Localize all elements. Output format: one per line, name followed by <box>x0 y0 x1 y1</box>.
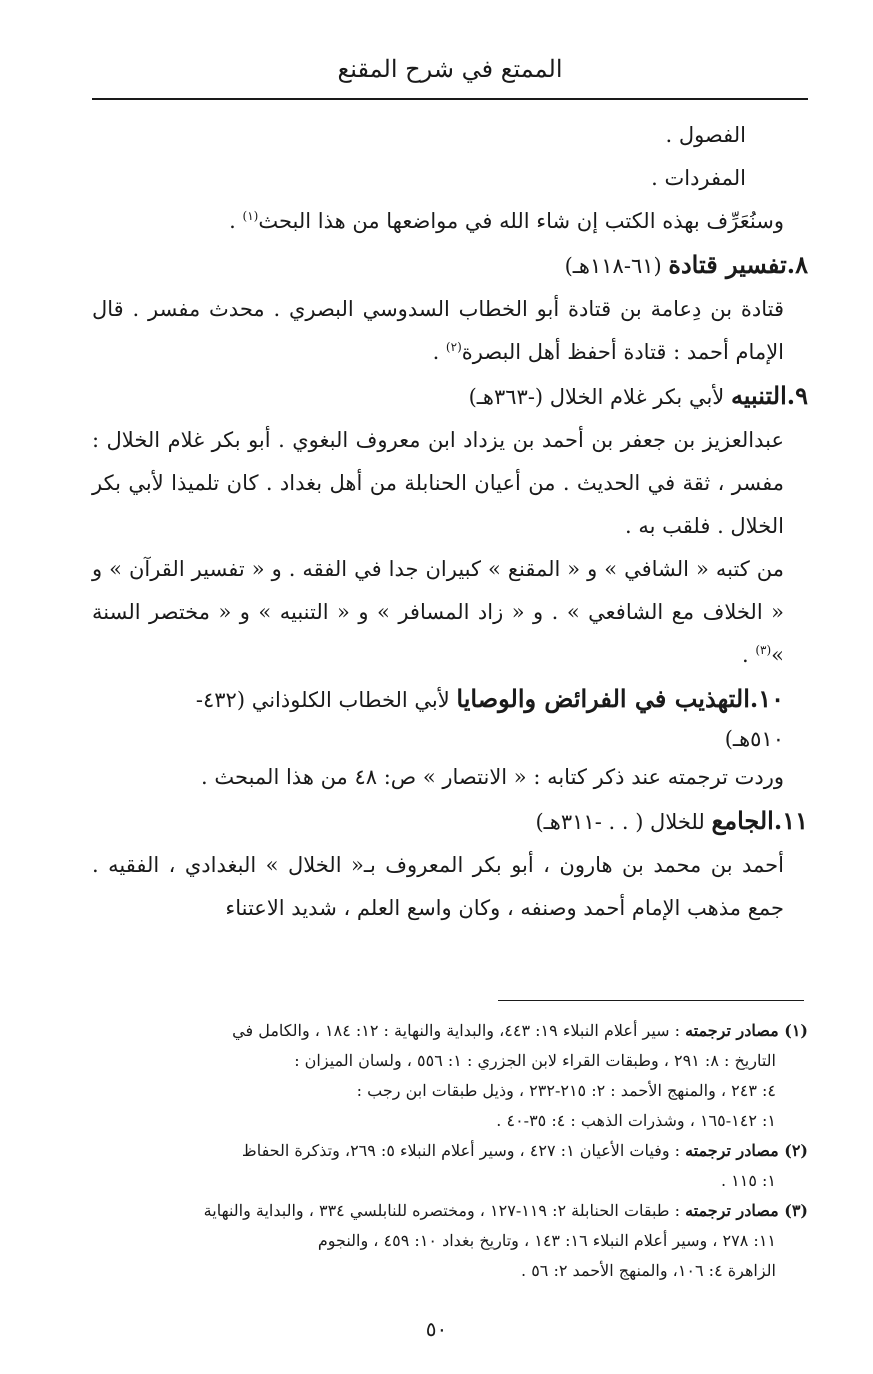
paragraph-tahdhib: وردت ترجمته عند ذكر كتابه : « الانتصار » ص: ٤٨ من هذا المبحث . <box>201 765 784 789</box>
paragraph-text: قتادة بن دِعامة بن قتادة أبو الخطاب السدوسي البصري . محدث مفسر . قال الإمام أحمد : قتادة أحفظ أهل البصرة <box>92 297 784 364</box>
heading-title: ١٠.التهذيب في الفرائض والوصايا <box>456 684 784 713</box>
page-number: ٥٠ <box>425 1317 448 1341</box>
heading-rest: لأبي الخطاب الكلوذاني (٤٣٢- <box>195 688 457 712</box>
heading-title: ٩.التنبيه <box>730 381 808 410</box>
paragraph-text: من كتبه « الشافي » و « المقنع » كبيران جدا في الفقه . و « تفسير القرآن » و « الخلاف مع الشافعي » . و « زاد المسافر » و « التنبيه » و « مختصر السنة » <box>92 557 784 667</box>
section-heading-9 <box>92 374 808 419</box>
footnote-3 <box>78 1196 808 1226</box>
footnote-1 <box>78 1016 808 1046</box>
paragraph-text: وسنُعَرِّف بهذه الكتب إن شاء الله في مواضعها من هذا البحث <box>258 209 784 233</box>
footnote-ref-2[interactable]: (٢) <box>445 340 462 354</box>
paragraph-khallal: أحمد بن محمد بن هارون ، أبو بكر المعروف بـ« الخلال » البغدادي ، الفقيه . جمع مذهب الإمام أحمد وصنفه ، وكان واسع العلم ، شديد الاعتناء <box>92 853 784 920</box>
paragraph-end: . <box>741 643 756 667</box>
footnotes <box>78 1016 808 1286</box>
header-rule <box>92 98 808 100</box>
paragraph-qatada <box>92 288 808 374</box>
heading-title: ١١.الجامع <box>711 806 808 835</box>
paragraph-sanuarrif <box>92 200 808 243</box>
footnote-3-line-3: الزاهرة ٤: ١٠٦، والمنهج الأحمد ٢: ٥٦ . <box>521 1261 776 1280</box>
footnote-text: : طبقات الحنابلة ٢: ١١٩-١٢٧ ، ومختصره للنابلسي ٣٣٤ ، والبداية والنهاية <box>203 1201 686 1220</box>
section-heading-8 <box>92 243 808 288</box>
heading-dates: (٦١-١١٨هـ) <box>564 254 669 278</box>
running-title: الممتع في شرح المقنع <box>337 55 563 83</box>
heading-title: ٨.تفسير قتادة <box>668 250 808 279</box>
footnote-3-line-2: ١١: ٢٧٨ ، وسير أعلام النبلاء ١٦: ١٤٣ ، وتاريخ بغداد ١٠: ٤٥٩ ، والنجوم <box>317 1231 776 1250</box>
list-item-fusul: الفصول . <box>665 123 746 147</box>
list-item-mufradat: المفردات . <box>651 166 746 190</box>
paragraph-end: . <box>432 340 446 364</box>
paragraph-end: . <box>229 209 243 233</box>
footnote-text: : وفيات الأعيان ١: ٤٢٧ ، وسير أعلام النبلاء ٥: ٢٦٩، وتذكرة الحفاظ <box>241 1141 686 1160</box>
paragraph-abdulaziz: عبدالعزيز بن جعفر بن أحمد بن يزداد ابن معروف البغوي . أبو بكر غلام الخلال : مفسر ، ثقة في الحديث . من أعيان الحنابلة من أهل بغداد . كان تلميذا لأبي بكر الخلال . فلقب به . <box>92 428 784 538</box>
footnote-label: (١) مصادر ترجمته <box>685 1021 808 1040</box>
section-heading-10 <box>92 677 808 722</box>
main-text <box>92 114 808 930</box>
heading-rest: لأبي بكر غلام الخلال (-٣٦٣هـ) <box>468 385 731 409</box>
footnote-1-line-3: ٤: ٢٤٣ ، والمنهج الأحمد : ٢: ٢١٥-٢٣٢ ، وذيل طبقات ابن رجب : <box>356 1081 776 1100</box>
footnote-1-line-2: التاريخ : ٨: ٢٩١ ، وطبقات القراء لابن الجزري : ١: ٥٥٦ ، ولسان الميزان : <box>294 1051 776 1070</box>
heading-10-continuation: ٥١٠هـ) <box>724 727 784 751</box>
footnote-ref-3[interactable]: (٣) <box>755 643 772 657</box>
heading-rest: للخلال ( . . -٣١١هـ) <box>535 810 712 834</box>
footnote-1-line-4: ١: ١٤٢-١٦٥ ، وشذرات الذهب : ٤: ٣٥-٤٠ . <box>496 1111 776 1130</box>
section-heading-11 <box>92 799 808 844</box>
footnote-label: (٣) مصادر ترجمته <box>685 1201 808 1220</box>
footnote-label: (٢) مصادر ترجمته <box>685 1141 808 1160</box>
footnote-2 <box>78 1136 808 1166</box>
footnote-text: : سير أعلام النبلاء ١٩: ٤٤٣، والبداية والنهاية : ١٢: ١٨٤ ، والكامل في <box>232 1021 686 1040</box>
paragraph-books <box>92 548 808 677</box>
footnote-2-line-2: ١: ١١٥ . <box>720 1171 776 1190</box>
footnote-rule <box>498 1000 804 1001</box>
footnote-ref-1[interactable]: (١) <box>242 209 259 223</box>
